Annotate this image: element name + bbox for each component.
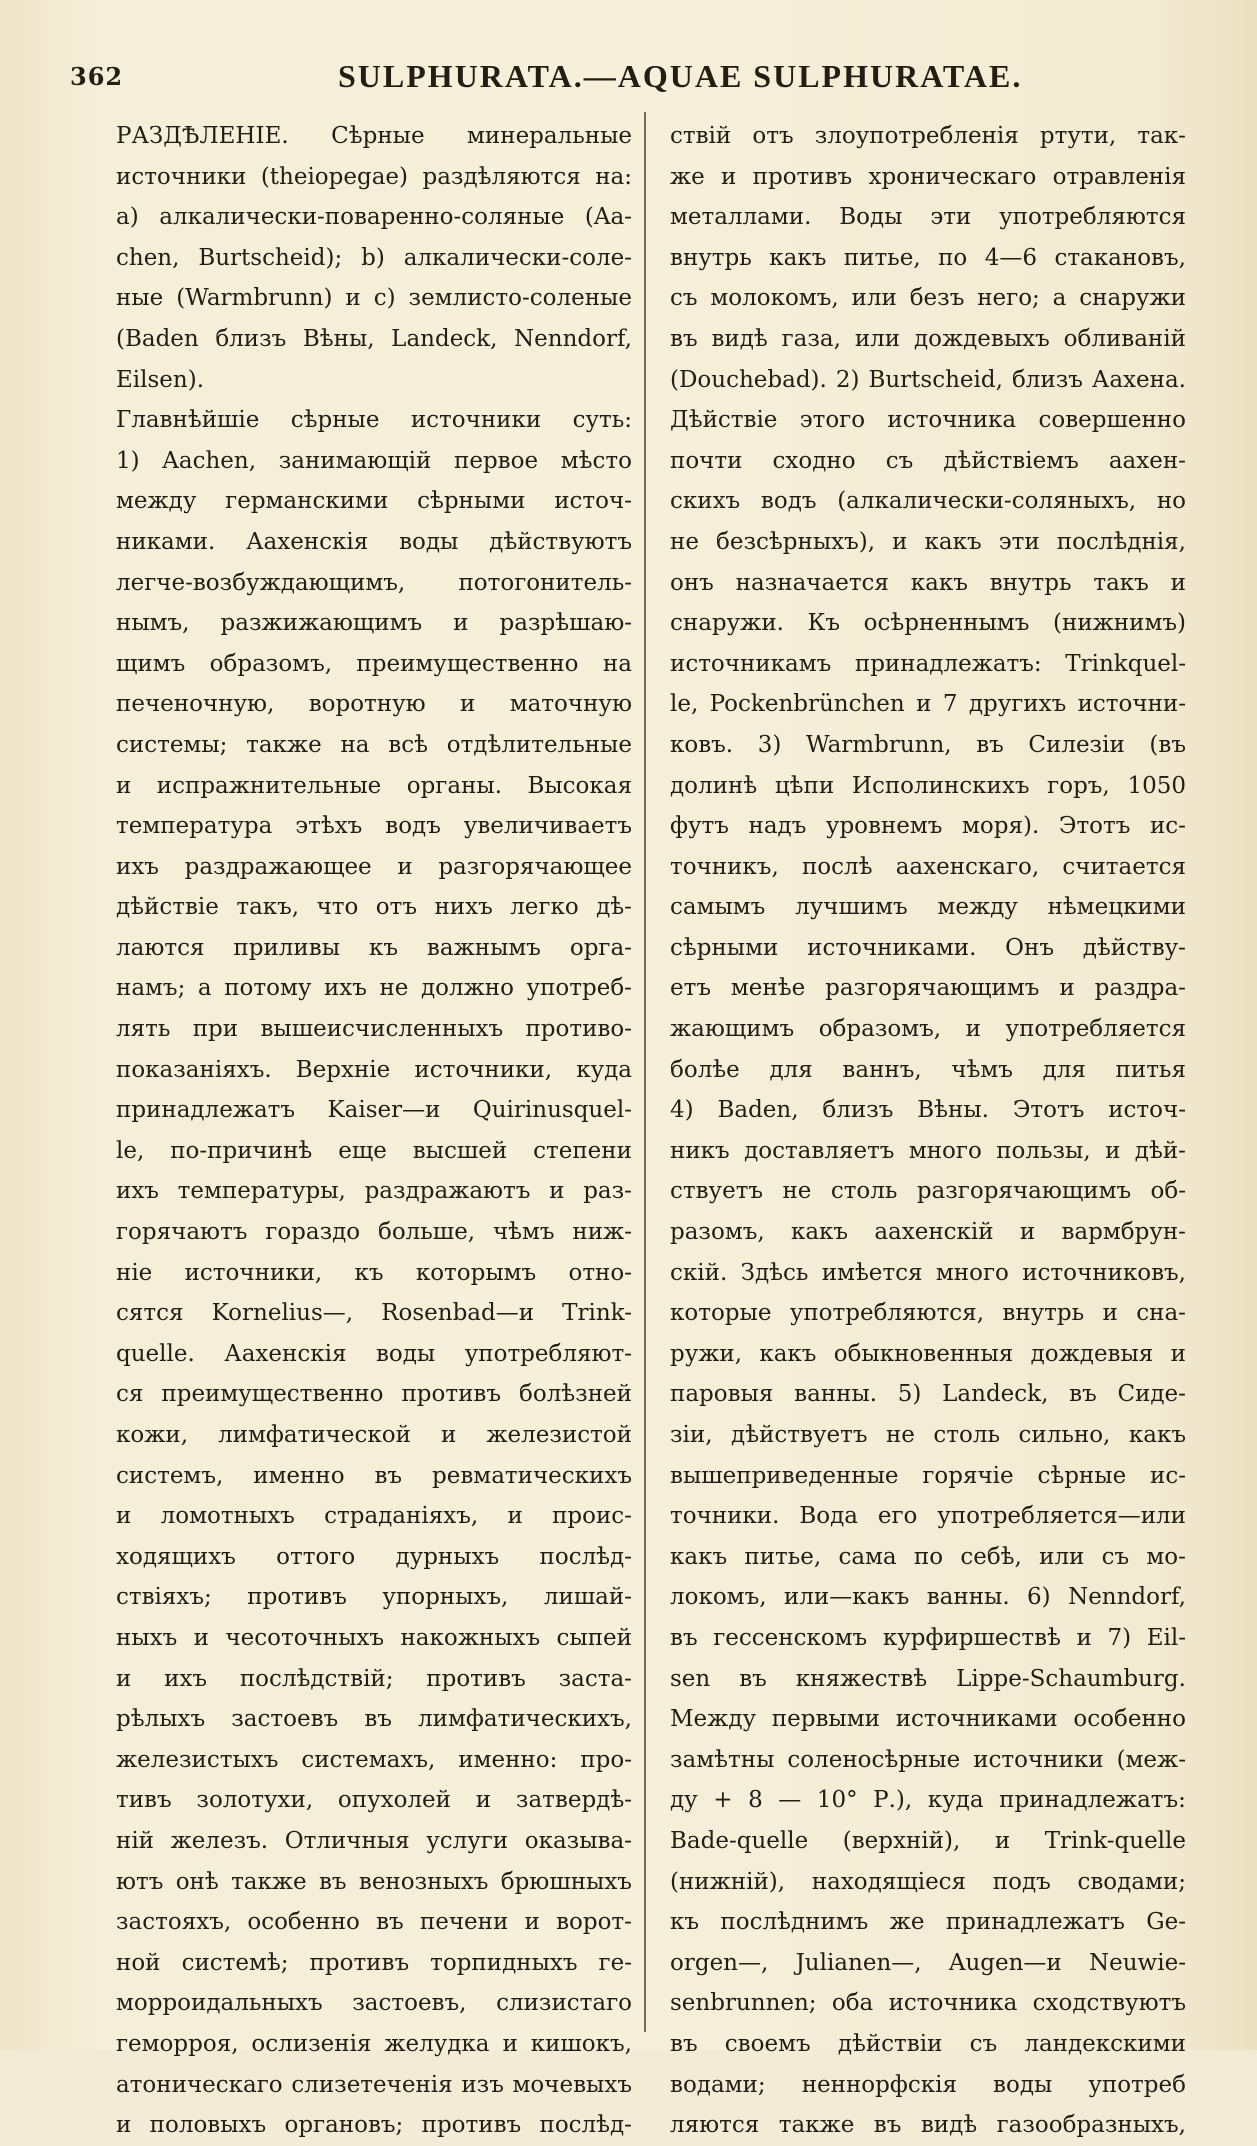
left-column-line: (Baden близъ Вѣны, Landeck, Nenndorf, <box>116 325 632 352</box>
right-column-line: въ гессенскомъ курфиршествѣ и 7) Eil- <box>670 1624 1186 1651</box>
right-column-line: разомъ, какъ аахенскій и вармбрун- <box>670 1219 1186 1246</box>
right-column-line: ствуетъ не столь разгорячающимъ об- <box>670 1178 1186 1205</box>
right-column-line: ду + 8 — 10° Р.), куда принадлежатъ: <box>670 1787 1186 1814</box>
right-column-line: источникамъ принадлежатъ: Trinkquel- <box>670 650 1186 677</box>
right-column-line: ствій отъ злоупотребленія ртути, так- <box>670 123 1186 149</box>
left-column-line: ихъ температуры, раздражаютъ и раз- <box>116 1178 632 1205</box>
left-column-line: ихъ раздражающее и разгорячающее <box>116 853 632 880</box>
left-column-line: лаются приливы къ важнымъ орга- <box>116 934 632 961</box>
right-column-line: скій. Здѣсь имѣется много источниковъ, <box>670 1259 1186 1286</box>
right-column-line: (нижній), находящіеся подъ сводами; <box>670 1868 1186 1895</box>
left-column-line: намъ; а потому ихъ не должно употреб- <box>116 975 632 1002</box>
right-column-line: же и противъ хроническаго отравленія <box>670 163 1186 190</box>
right-column-line: металлами. Воды эти употребляются <box>670 204 1186 231</box>
left-column-line: ствіяхъ; противъ упорныхъ, лишай- <box>116 1584 632 1611</box>
left-column-line: chen, Burtscheid); b) алкалически-соле- <box>116 244 632 271</box>
left-column-line: щимъ образомъ, преимущественно на <box>116 650 632 677</box>
left-column-line: никами. Аахенскія воды дѣйствуютъ <box>116 528 632 555</box>
left-column-line: между германскими сѣрными источ- <box>116 488 632 515</box>
left-column-line: Eilsen). <box>116 366 205 393</box>
right-column-line: orgen—, Julianen—, Augen—и Neuwie- <box>670 1949 1186 1976</box>
right-column-line: Bade-quelle (верхній), и Trink-quelle <box>670 1827 1186 1854</box>
right-column-line: senbrunnen; оба источника сходствуютъ <box>670 1990 1186 2017</box>
left-column-line: ютъ онѣ также въ венозныхъ брюшныхъ <box>116 1868 632 1895</box>
right-column-line: точники. Вода его употребляется—или <box>670 1503 1186 1530</box>
right-column-line: вышеприведенные горячіе сѣрные ис- <box>670 1462 1186 1489</box>
left-column-line: ныхъ и чесоточныхъ накожныхъ сыпей <box>116 1624 632 1651</box>
right-column-line: точникъ, послѣ аахенскаго, считается <box>670 853 1186 880</box>
left-column-line: рѣлыхъ застоевъ въ лимфатическихъ, <box>116 1706 632 1733</box>
left-column-line: 1) Aachen, занимающій первое мѣсто <box>116 447 632 474</box>
left-column-line: тивъ золотухи, опухолей и затвердѣ- <box>116 1787 632 1814</box>
right-column-line: Между первыми источниками особенно <box>670 1706 1186 1733</box>
right-column-line: самымъ лучшимъ между нѣмецкими <box>670 894 1186 921</box>
left-column-line: морроидальныхъ застоевъ, слизистаго <box>116 1990 632 2017</box>
left-column-line: РАЗДѢЛЕНІЕ. Сѣрные минеральные <box>116 123 632 149</box>
right-column-line: le, Pockenbrünchen и 7 другихъ источни- <box>670 691 1186 718</box>
right-column-line: которые употребляются, внутрь и сна- <box>670 1300 1186 1327</box>
left-column-line: и ломотныхъ страданіяхъ, и проис- <box>116 1503 632 1530</box>
left-column-line: Главнѣйшіе сѣрные источники суть: <box>116 407 632 434</box>
left-column-line: дѣйствіе такъ, что отъ нихъ легко дѣ- <box>116 894 632 921</box>
right-column-line: снаружи. Къ осѣрненнымъ (нижнимъ) <box>670 610 1186 637</box>
left-column-line: лять при вышеисчисленныхъ противо- <box>116 1016 632 1043</box>
right-column-line: въ видѣ газа, или дождевыхъ обливаній <box>670 325 1186 352</box>
right-column-line: онъ назначается какъ внутрь такъ и <box>670 569 1186 596</box>
right-column-line: зіи, дѣйствуетъ не столь сильно, какъ <box>670 1422 1186 1448</box>
left-column-line: геморроя, ослизенія желудка и кишокъ, <box>116 2030 632 2057</box>
right-column-line: съ молокомъ, или безъ него; а снаружи <box>670 285 1186 312</box>
right-column-line: локомъ, или—какъ ванны. 6) Nenndorf, <box>670 1584 1186 1611</box>
right-column-line: жающимъ образомъ, и употребляется <box>670 1016 1186 1043</box>
left-column-line: системъ, именно въ ревматическихъ <box>116 1462 632 1489</box>
left-column-line: ные (Warmbrunn) и c) землисто-соленые <box>116 285 632 312</box>
right-column-line: скихъ водъ (алкалически-соляныхъ, но <box>670 488 1186 515</box>
left-column-line: системы; также на всѣ отдѣлительные <box>116 731 632 758</box>
left-column-line: и испражнительные органы. Высокая <box>116 772 632 799</box>
left-column-line: a) алкалически-поваренно-соляные (Aa- <box>116 204 632 231</box>
left-column-line: и половыхъ органовъ; противъ послѣд- <box>116 2112 632 2139</box>
left-column-line: ніе источники, къ которымъ отно- <box>116 1259 632 1286</box>
left-column-line: температура этѣхъ водъ увеличиваетъ <box>116 813 632 840</box>
right-column-line: сѣрными источниками. Онъ дѣйству- <box>670 934 1186 961</box>
left-column-line: ходящихъ оттого дурныхъ послѣд- <box>116 1543 632 1570</box>
left-column-line: печеночную, воротную и маточную <box>116 691 632 718</box>
left-column-line: ся преимущественно противъ болѣзней <box>116 1381 632 1408</box>
right-column-line: внутрь какъ питье, по 4—6 стакановъ, <box>670 244 1186 271</box>
left-column-line: le, по-причинѣ еще высшей степени <box>116 1137 632 1164</box>
right-text-column <box>670 116 1186 2146</box>
right-column-line: въ своемъ дѣйствіи съ ландекскими <box>670 2030 1186 2057</box>
left-column-line: атоническаго слизетеченія изъ мочевыхъ <box>116 2071 632 2098</box>
column-divider <box>644 112 646 2032</box>
left-column-line: нымъ, разжижающимъ и разрѣшаю- <box>116 610 632 637</box>
left-column-line: показаніяхъ. Верхніе источники, куда <box>116 1056 632 1083</box>
left-column-line: горячаютъ гораздо больше, чѣмъ ниж- <box>116 1219 632 1246</box>
right-column-line: (Douchebad). 2) Burtscheid, близъ Аахена. <box>670 366 1186 393</box>
right-column-line: какъ питье, сама по себѣ, или съ мо- <box>670 1543 1186 1570</box>
left-column-line: железистыхъ системахъ, именно: про- <box>116 1746 632 1773</box>
right-column-line: футъ надъ уровнемъ моря). Этотъ ис- <box>670 813 1186 840</box>
right-column-line: паровыя ванны. 5) Landeck, въ Сиде- <box>670 1381 1186 1408</box>
left-column-line: и ихъ послѣдствій; противъ заста- <box>116 1665 632 1692</box>
left-column-line: ній железъ. Отличныя услуги оказыва- <box>116 1827 632 1854</box>
left-column-line: quelle. Аахенскія воды употребляют- <box>116 1340 632 1367</box>
right-column-line: водами; неннорфскія воды употреб <box>670 2071 1186 2098</box>
right-column-line: долинѣ цѣпи Исполинскихъ горъ, 1050 <box>670 772 1186 799</box>
right-column-line: болѣе для ваннъ, чѣмъ для питья <box>670 1056 1186 1083</box>
right-column-line: sen въ княжествѣ Lippe-Schaumburg. <box>670 1665 1186 1692</box>
right-column-line: ружи, какъ обыкновенныя дождевыя и <box>670 1340 1186 1367</box>
right-column-line: къ послѣднимъ же принадлежатъ Ge- <box>670 1909 1186 1936</box>
right-column-line: не безсѣрныхъ), и какъ эти послѣднія, <box>670 528 1186 555</box>
running-head <box>70 56 1220 96</box>
left-column-line: принадлежатъ Kaiser—и Quirinusquel- <box>116 1097 632 1124</box>
left-column-line: сятся Kornelius—, Rosenbad—и Trink- <box>116 1300 632 1327</box>
right-column-line: ляются также въ видѣ газообразныхъ, <box>670 2112 1186 2139</box>
page-number: 362 <box>70 62 124 91</box>
running-title: SULPHURATA.—AQUAE SULPHURATAE. <box>338 58 1023 94</box>
right-column-line: почти сходно съ дѣйствіемъ аахен- <box>670 447 1186 474</box>
right-column-line: етъ менѣе разгорячающимъ и раздра- <box>670 975 1186 1002</box>
left-text-column <box>116 116 632 2146</box>
left-column-line: легче-возбуждающимъ, потогонитель- <box>116 569 632 596</box>
right-column-line: 4) Baden, близъ Вѣны. Этотъ источ- <box>670 1097 1186 1124</box>
left-column-line: кожи, лимфатической и железистой <box>116 1422 632 1448</box>
left-column-line: ной системѣ; противъ торпидныхъ ге- <box>116 1949 632 1976</box>
left-column-line: застояхъ, особенно въ печени и ворот- <box>116 1909 632 1936</box>
right-column-line: замѣтны соленосѣрные источники (меж- <box>670 1746 1186 1773</box>
right-column-line: ковъ. 3) Warmbrunn, въ Силезіи (въ <box>670 731 1186 758</box>
right-column-line: Дѣйствіе этого источника совершенно <box>670 407 1186 434</box>
left-column-line: источники (theiopegae) раздѣляются на: <box>116 163 632 190</box>
right-column-line: никъ доставляетъ много пользы, и дѣй- <box>670 1137 1186 1164</box>
